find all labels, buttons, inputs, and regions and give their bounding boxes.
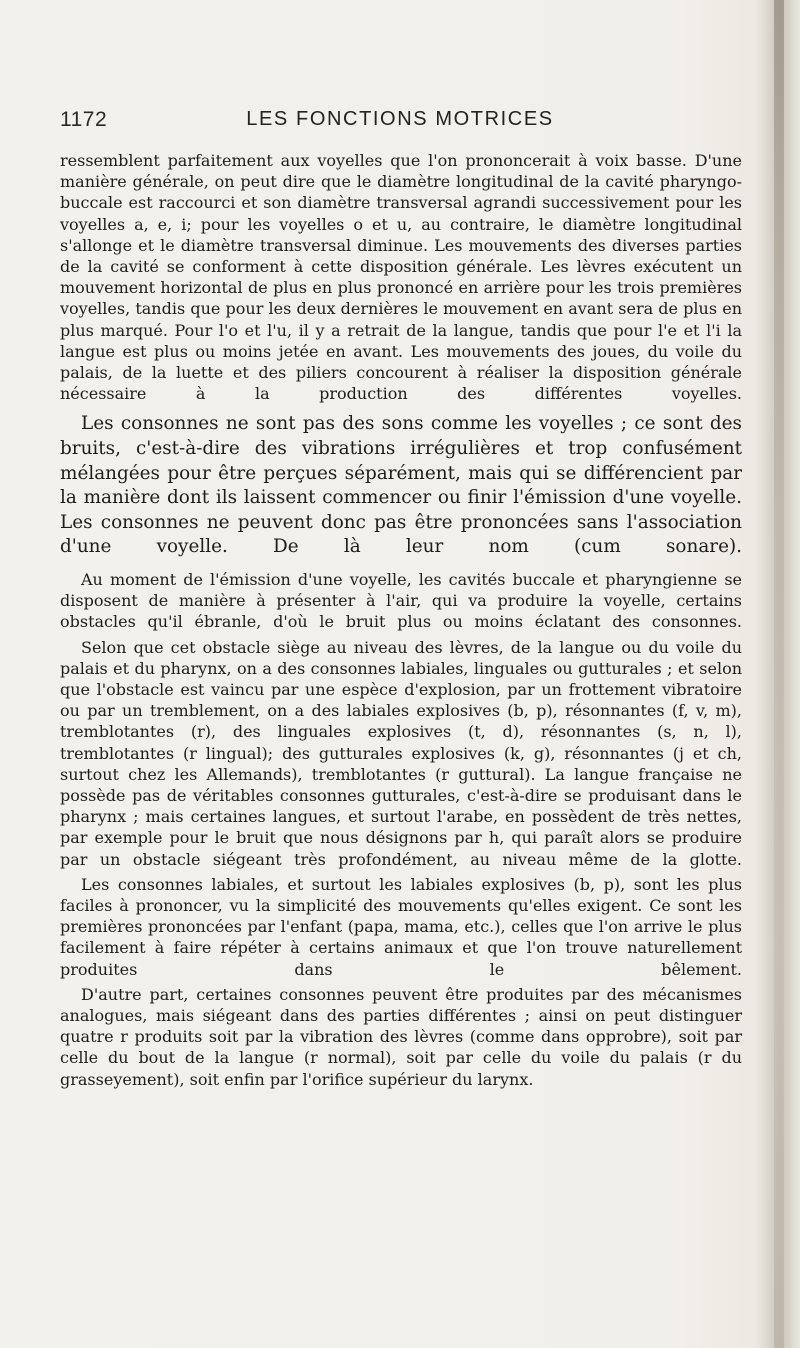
body-text — [60, 150, 742, 1090]
paragraph-mecanismes: D'autre part, certaines consonnes peuvent être produites par des mécanismes analogues, mais siégeant dans des parties différentes ; ainsi on peut distinguer quatre r produits soit par la vibration des lèvres (comme dans opprobre), soit par celle du bout de la langue (r normal), soit par celle du voile du palais (r du grasseyement), soit enfin par l'orifice supérieur du larynx. — [60, 984, 742, 1089]
paragraph-labiales: Les consonnes labiales, et surtout les labiales explosives (b, p), sont les plus faciles à prononcer, vu la simplicité des mouvements qu'elles exigent. Ce sont les premières prononcées par l'enfant (papa, mama, etc.), celles que l'on arrive le plus facilement à faire répéter à certains animaux et que l'on trouve naturellement produites dans le bêlement. — [60, 874, 742, 979]
page-binding-edge — [756, 0, 800, 1348]
running-head: LES FONCTIONS MOTRICES — [246, 108, 554, 130]
paragraph-voyelles: ressemblent parfaitement aux voyelles que l'on prononcerait à voix basse. D'une manière générale, on peut dire que le diamètre longitudinal de la cavité pharyngo-buccale est raccourci et son diamètre transversal agrandi successivement pour les voyelles a, e, i; pour les voyelles o et u, au contraire, le diamètre longitudinal s'allonge et le diamètre transversal diminue. Les mouvements des diverses parties de la cavité se conforment à cette disposition générale. Les lèvres exécutent un mouvement horizontal de plus en plus prononcé en arrière pour les trois premières voyelles, tandis que pour les deux dernières le mouvement en avant sera de plus en plus marqué. Pour l'o et l'u, il y a retrait de la langue, tandis que pour l'e et l'i la langue est plus ou moins jetée en avant. Les mouvements des joues, du voile du palais, de la luette et des piliers concourent à réaliser la disposition générale nécessaire à la production des différentes voyelles. — [60, 151, 742, 404]
paragraph-consonnes-intro: Les consonnes ne sont pas des sons comme les voyelles ; ce sont des bruits, c'est-à-dire des vibrations irrégulières et trop confusément mélangées pour être perçues séparément, mais qui se différencient par la manière dont ils laissent commencer ou finir l'émission d'une voyelle. Les consonnes ne peuvent donc pas être prononcées sans l'association d'une voyelle. De là leur nom (cum sonare). — [60, 413, 742, 558]
page-number: 1172 — [60, 108, 108, 131]
paragraph-obstacles: Au moment de l'émission d'une voyelle, les cavités buccale et pharyngienne se disposent de manière à présenter à l'air, qui va produire la voyelle, certains obstacles qu'il ébranle, d'où le bruit plus ou moins éclatant des consonnes. — [60, 570, 742, 632]
page-header — [60, 108, 740, 138]
paragraph-classification: Selon que cet obstacle siège au niveau des lèvres, de la langue ou du voile du palais et du pharynx, on a des consonnes labiales, linguales ou gutturales ; et selon que l'obstacle est vaincu par une espèce d'explosion, par un frottement vibratoire ou par un tremblement, on a des labiales explosives (b, p), résonnantes (f, v, m), tremblotantes (r), des linguales explosives (t, d), résonnantes (s, n, l), tremblotantes (r lingual); des gutturales explosives (k, g), résonnantes (j et ch, surtout chez les Allemands), tremblotantes (r guttural). La langue française ne possède pas de véritables consonnes gutturales, c'est-à-dire se produisant dans le pharynx ; mais certaines langues, et surtout l'arabe, en possèdent de très nettes, par exemple pour le bruit que nous désignons par h, qui paraît alors se produire par un obstacle siégeant très profondément, au niveau même de la glotte. — [60, 637, 742, 869]
